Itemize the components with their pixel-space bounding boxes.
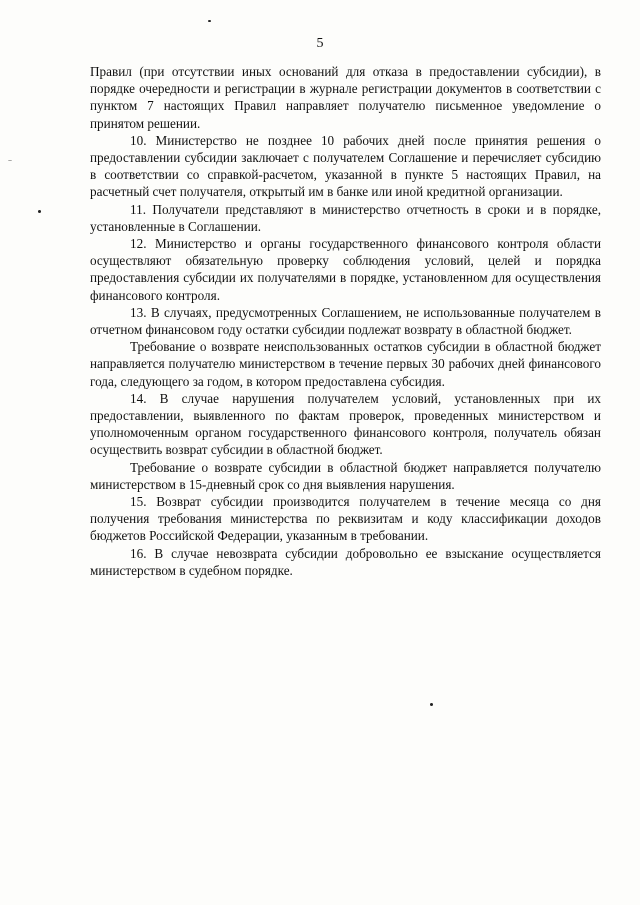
scan-speck — [208, 20, 211, 22]
paragraph-item-15: 15. Возврат субсидии производится получателем в течение месяца со дня получения требования министерства по реквизитам и коду классификации доходов бюджетов Российской Федерации, указанным в требовании. — [90, 494, 601, 544]
paragraph-item-13: 13. В случаях, предусмотренных Соглашением, не использованные получателем в отчетном финансовом году остатки субсидии подлежат возврату в областной бюджет. — [90, 304, 601, 338]
document-body — [90, 63, 601, 579]
paragraph-item-14: 14. В случае нарушения получателем условий, установленных при их предоставлении, выявленного по фактам проверок, проведенных министерством и уполномоченным органом государственного финансового контроля, получатель обязан осуществить возврат субсидии в областной бюджет. — [90, 390, 601, 458]
paragraph-item-12: 12. Министерство и органы государственного финансового контроля области осуществляют обязательную проверку соблюдения условий, целей и порядка предоставления субсидии их получателями в порядке, установленном для осуществления финансового контроля. — [90, 236, 601, 303]
paragraph-continuation: Правил (при отсутствии иных оснований для отказа в предоставлении субсидии), в порядке очередности и регистрации в журнале регистрации документов в соответствии с пунктом 7 настоящих Правил направляет получателю письменное уведомление о принятом решении. — [90, 64, 601, 131]
paragraph-item-10: 10. Министерство не позднее 10 рабочих дней после принятия решения о предоставлении субсидии заключает с получателем Соглашение и перечисляет субсидию в соответствии со справкой-расчетом, указанной в пункте 5 настоящих Правил, на расчетный счет получателя, открытый им в банке или иной кредитной организации. — [90, 132, 601, 200]
scan-speck — [38, 210, 41, 213]
paragraph-item-16: 16. В случае невозврата субсидии добровольно ее взыскание осуществляется министерством в судебном порядке. — [90, 545, 601, 578]
paragraph-item-11: 11. Получатели представляют в министерство отчетность в сроки и в порядке, установленные в Соглашении. — [90, 201, 601, 234]
scan-speck — [8, 160, 12, 161]
paragraph-item-14-requirement: Требование о возврате субсидии в областной бюджет направляется получателю министерством в 15-дневный срок со дня выявления нарушения. — [90, 459, 601, 492]
paragraph-item-13-requirement: Требование о возврате неиспользованных остатков субсидии в областной бюджет направляется получателю министерством в течение первых 30 рабочих дней финансового года, следующего за годом, в котором предоставлена субсидия. — [90, 339, 601, 389]
page-number: 5 — [316, 36, 324, 51]
scan-speck — [430, 703, 433, 706]
